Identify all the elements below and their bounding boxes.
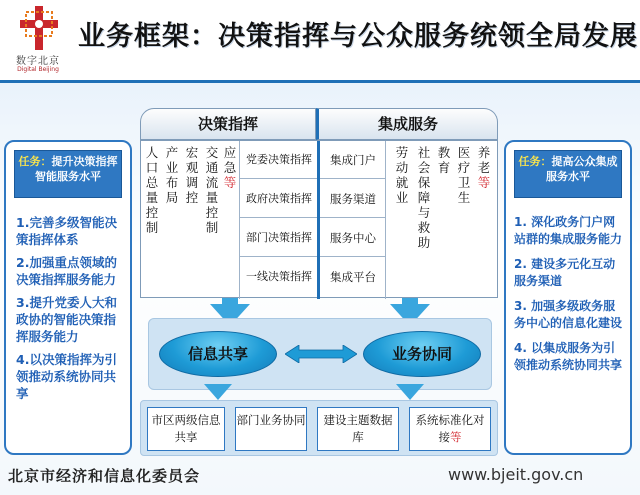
decision-column: 人口总量控制 <box>145 145 159 235</box>
footer-url: www.bjeit.gov.cn <box>448 465 584 484</box>
bottom-box-text: 系统标准化对接 <box>415 413 485 444</box>
framework-table <box>140 108 498 298</box>
header-divider <box>0 80 640 83</box>
double-arrow-icon <box>285 345 357 363</box>
bottom-box <box>317 407 399 451</box>
service-column: 社会保障与救助 <box>417 145 431 250</box>
info-sharing-oval: 信息共享 <box>159 331 277 377</box>
digital-beijing-logo <box>6 4 70 78</box>
right-task-list <box>514 214 626 382</box>
left-task-heading <box>14 150 122 198</box>
logo-text: 数字北京 <box>16 56 60 67</box>
footer-org: 北京市经济和信息化委员会 <box>8 467 201 485</box>
right-task-item: 3. 加强多级政务服务中心的信息化建设 <box>514 299 623 330</box>
left-task-list <box>16 214 128 408</box>
cross-logo-icon <box>20 6 58 50</box>
left-task-item: 1.完善多级智能决策指挥体系 <box>16 215 117 247</box>
right-task-item: 1. 深化政务门户网站群的集成服务能力 <box>514 215 623 246</box>
service-rows <box>320 141 386 299</box>
bottom-box-etc: 等 <box>450 430 462 444</box>
right-task-heading <box>514 150 622 198</box>
right-task-panel <box>504 140 632 455</box>
service-column: 养老 <box>477 145 491 175</box>
middle-band <box>148 318 492 390</box>
service-column-elderly <box>475 145 493 190</box>
decision-column: 产业布局 <box>165 145 179 205</box>
bottom-box-text: 市区两级信息共享 <box>151 413 221 444</box>
decision-row: 部门决策指挥 <box>240 219 318 257</box>
left-task-item: 2.加强重点领域的决策指挥服务能力 <box>16 255 117 287</box>
down-arrow-icon <box>204 384 232 400</box>
service-row: 服务渠道 <box>320 180 386 218</box>
right-task-text: 提高公众集成服务水平 <box>546 155 618 183</box>
decision-row: 一线决策指挥 <box>246 270 312 283</box>
logo-subtext: Digital Beijing <box>17 66 59 73</box>
service-row: 集成平台 <box>330 270 376 284</box>
bottom-box <box>409 407 491 451</box>
decision-column: 应急 <box>223 145 237 175</box>
down-arrow-icon <box>396 384 424 400</box>
decision-etc: 等 <box>223 175 237 190</box>
decision-rows <box>239 141 317 299</box>
service-column: 医疗卫生 <box>457 145 471 205</box>
left-task-text: 提升决策指挥智能服务水平 <box>35 155 118 183</box>
decision-column-emergency <box>221 145 239 190</box>
bottom-box-text: 建设主题数据库 <box>323 413 393 444</box>
service-etc: 等 <box>477 175 491 190</box>
service-row: 集成门户 <box>320 141 386 179</box>
left-task-panel <box>4 140 132 455</box>
right-task-key: 任务： <box>518 155 552 168</box>
decision-column: 交通流量控制 <box>205 145 219 235</box>
framework-body <box>140 140 498 298</box>
bottom-box <box>147 407 225 451</box>
service-column: 劳动就业 <box>395 145 409 205</box>
right-task-item: 4. 以集成服务为引领推动系统协同共享 <box>514 341 623 372</box>
decision-header: 决策指挥 <box>140 108 316 140</box>
service-column: 教育 <box>437 145 451 175</box>
service-header: 集成服务 <box>316 108 498 140</box>
left-task-item: 3.提升党委人大和政协的智能决策指挥服务能力 <box>16 295 117 344</box>
business-collab-oval: 业务协同 <box>363 331 481 377</box>
bottom-band <box>140 400 498 456</box>
left-task-key: 任务： <box>18 155 52 168</box>
page-title: 业务框架：决策指挥与公众服务统领全局发展 <box>78 21 638 52</box>
bottom-box <box>235 407 307 451</box>
service-row: 服务中心 <box>320 219 386 257</box>
decision-column: 宏观调控 <box>185 145 199 205</box>
left-task-item: 4.以决策指挥为引领推动系统协同共享 <box>16 352 117 401</box>
bottom-box-text: 部门业务协同 <box>236 413 306 427</box>
decision-row: 政府决策指挥 <box>240 180 318 218</box>
right-task-item: 2. 建设多元化互动服务渠道 <box>514 257 616 288</box>
decision-row: 党委决策指挥 <box>240 141 318 179</box>
